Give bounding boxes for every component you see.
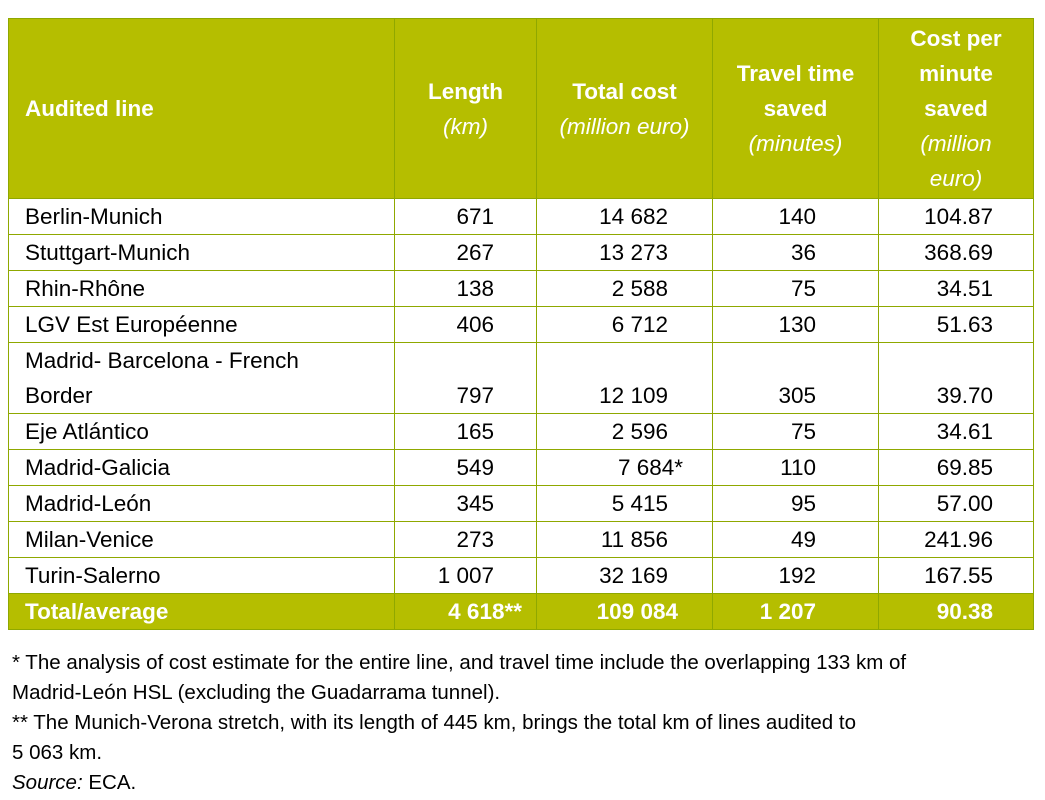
footnote-2-line2: 5 063 km. bbox=[12, 741, 103, 764]
header-cpm-unit1: (million bbox=[920, 131, 992, 156]
line-name-part1: Madrid- Barcelona - French bbox=[25, 348, 299, 373]
header-total-cost-title: Total cost bbox=[572, 78, 677, 104]
total-time-saved: 1 207 bbox=[713, 594, 879, 630]
header-length-title: Length bbox=[428, 78, 503, 104]
header-travel-time-title1: Travel time bbox=[736, 61, 855, 86]
total-cost-cell: 14 682 bbox=[537, 199, 713, 235]
table-row bbox=[9, 522, 1034, 558]
line-name: Milan-Venice bbox=[9, 522, 395, 558]
line-name: Madrid-Galicia bbox=[9, 450, 395, 486]
header-cpm-title2: minute bbox=[919, 61, 993, 86]
length-cell: 267 bbox=[395, 235, 537, 271]
total-cost-per-minute: 90.38 bbox=[879, 594, 1034, 630]
cost-per-minute-cell: 69.85 bbox=[879, 450, 1034, 486]
time-saved-cell: 140 bbox=[713, 199, 879, 235]
header-cost-per-minute bbox=[879, 19, 1034, 199]
header-cpm-title3: saved bbox=[924, 96, 988, 121]
cost-per-minute-cell: 34.61 bbox=[879, 414, 1034, 450]
table-row bbox=[9, 486, 1034, 522]
line-name: Eje Atlántico bbox=[9, 414, 395, 450]
source-line bbox=[12, 768, 1037, 798]
total-cost-cell: 7 684* bbox=[537, 450, 713, 486]
time-saved-cell: 75 bbox=[713, 414, 879, 450]
cost-per-minute-cell: 104.87 bbox=[879, 199, 1034, 235]
length-cell: 1 007 bbox=[395, 558, 537, 594]
total-cost-cell: 6 712 bbox=[537, 307, 713, 343]
source-value: ECA. bbox=[82, 771, 137, 794]
header-row bbox=[9, 19, 1034, 199]
total-cost-cell: 2 588 bbox=[537, 271, 713, 307]
time-saved-cell: 110 bbox=[713, 450, 879, 486]
header-travel-time bbox=[713, 19, 879, 199]
header-audited-line bbox=[9, 19, 395, 199]
time-saved-cell: 36 bbox=[713, 235, 879, 271]
cost-per-minute-cell: 167.55 bbox=[879, 558, 1034, 594]
length-cell: 345 bbox=[395, 486, 537, 522]
time-saved-cell: 305 bbox=[713, 343, 879, 414]
header-length-unit: (km) bbox=[443, 113, 488, 139]
line-name: Stuttgart-Munich bbox=[9, 235, 395, 271]
footnote-1 bbox=[12, 648, 1037, 708]
header-audited-line-label: Audited line bbox=[25, 96, 154, 121]
header-travel-time-title2: saved bbox=[763, 96, 828, 121]
length-cell: 549 bbox=[395, 450, 537, 486]
footnote-2-line1: ** The Munich-Verona stretch, with its length of 445 km, brings the total km of lines audited to bbox=[12, 711, 856, 734]
cost-per-minute-cell: 368.69 bbox=[879, 235, 1034, 271]
total-cost-cell: 2 596 bbox=[537, 414, 713, 450]
table-row bbox=[9, 199, 1034, 235]
table-row bbox=[9, 343, 1034, 414]
total-cost: 109 084 bbox=[537, 594, 713, 630]
header-cpm-unit2: euro) bbox=[929, 166, 983, 191]
length-cell: 797 bbox=[395, 343, 537, 414]
footnote-2 bbox=[12, 708, 1037, 768]
total-label: Total/average bbox=[9, 594, 395, 630]
total-row bbox=[9, 594, 1034, 630]
total-length: 4 618** bbox=[395, 594, 537, 630]
footnote-1-line2: Madrid-León HSL (excluding the Guadarrama tunnel). bbox=[12, 681, 501, 704]
length-cell: 138 bbox=[395, 271, 537, 307]
table-row bbox=[9, 307, 1034, 343]
length-cell: 273 bbox=[395, 522, 537, 558]
total-cost-cell: 12 109 bbox=[537, 343, 713, 414]
header-total-cost bbox=[537, 19, 713, 199]
line-name bbox=[9, 343, 395, 414]
table-row bbox=[9, 271, 1034, 307]
footnote-1-line1: * The analysis of cost estimate for the entire line, and travel time include the overlapping 133 km of bbox=[12, 651, 907, 674]
cost-per-minute-cell: 57.00 bbox=[879, 486, 1034, 522]
line-name: Madrid-León bbox=[9, 486, 395, 522]
header-travel-time-unit: (minutes) bbox=[748, 131, 843, 156]
table-row bbox=[9, 235, 1034, 271]
total-cost-cell: 13 273 bbox=[537, 235, 713, 271]
table-row bbox=[9, 450, 1034, 486]
table-notes bbox=[12, 648, 1037, 798]
cost-per-minute-cell: 51.63 bbox=[879, 307, 1034, 343]
line-name: Rhin-Rhône bbox=[9, 271, 395, 307]
total-cost-cell: 32 169 bbox=[537, 558, 713, 594]
table-row bbox=[9, 558, 1034, 594]
cost-per-minute-cell: 34.51 bbox=[879, 271, 1034, 307]
cost-per-minute-cell: 241.96 bbox=[879, 522, 1034, 558]
total-cost-cell: 11 856 bbox=[537, 522, 713, 558]
line-name: Berlin-Munich bbox=[9, 199, 395, 235]
cost-per-minute-cell: 39.70 bbox=[879, 343, 1034, 414]
table-row bbox=[9, 414, 1034, 450]
length-cell: 406 bbox=[395, 307, 537, 343]
source-label: Source: bbox=[12, 771, 83, 794]
time-saved-cell: 49 bbox=[713, 522, 879, 558]
time-saved-cell: 75 bbox=[713, 271, 879, 307]
audit-table bbox=[8, 18, 1034, 630]
time-saved-cell: 130 bbox=[713, 307, 879, 343]
header-length bbox=[395, 19, 537, 199]
line-name-part2: Border bbox=[25, 383, 93, 408]
header-cpm-title1: Cost per bbox=[910, 26, 1002, 51]
line-name: LGV Est Européenne bbox=[9, 307, 395, 343]
length-cell: 671 bbox=[395, 199, 537, 235]
time-saved-cell: 95 bbox=[713, 486, 879, 522]
time-saved-cell: 192 bbox=[713, 558, 879, 594]
length-cell: 165 bbox=[395, 414, 537, 450]
header-total-cost-unit: (million euro) bbox=[559, 113, 690, 139]
line-name: Turin-Salerno bbox=[9, 558, 395, 594]
total-cost-cell: 5 415 bbox=[537, 486, 713, 522]
